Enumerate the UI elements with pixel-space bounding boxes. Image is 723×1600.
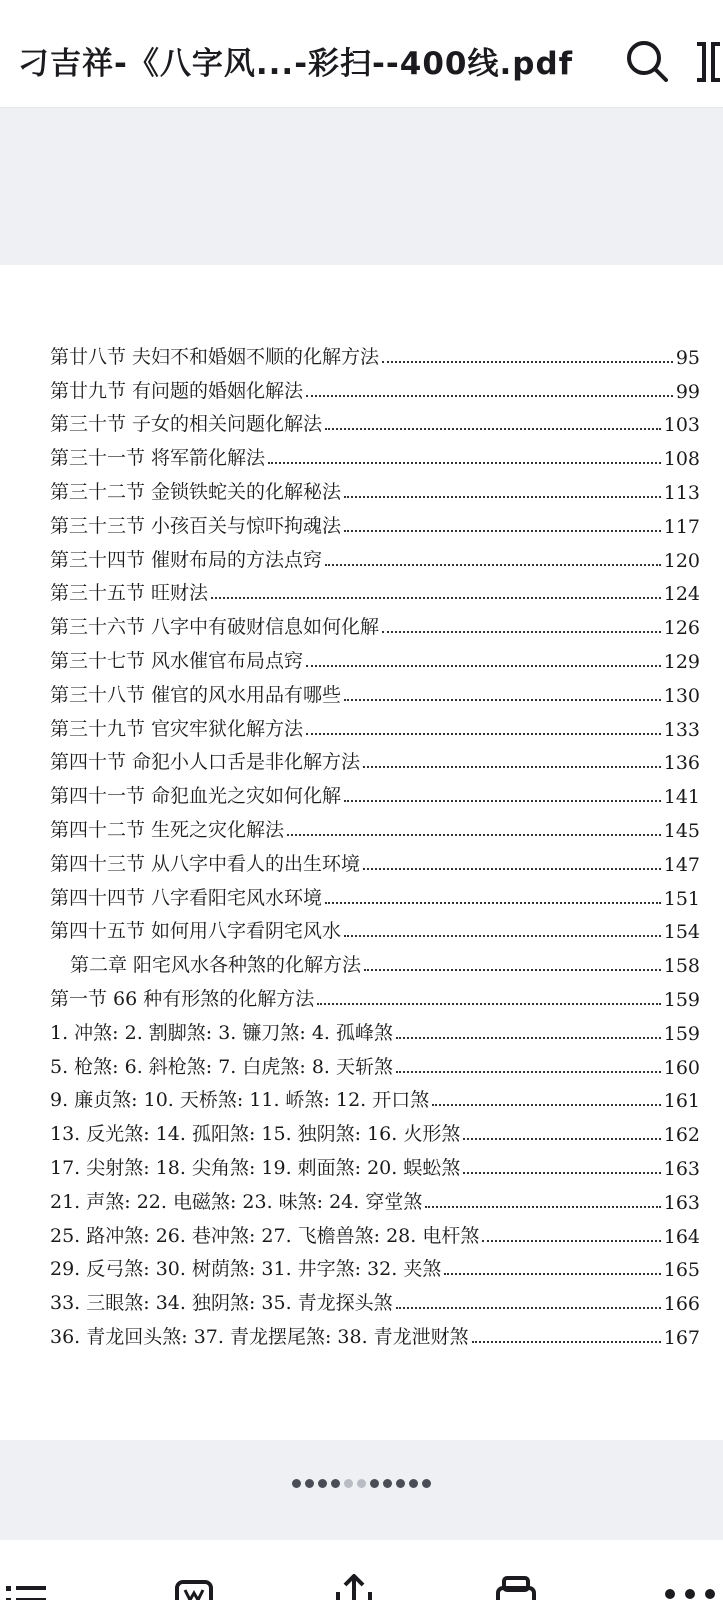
toc-entry-title: 21. 声煞: 22. 电磁煞: 23. 味煞: 24. 穿堂煞 — [50, 1190, 423, 1213]
dot-leader — [396, 1071, 661, 1073]
toc-row[interactable] — [50, 436, 700, 470]
toc-entry-title: 1. 冲煞: 2. 割脚煞: 3. 镰刀煞: 4. 孤峰煞 — [50, 1021, 393, 1044]
toc-entry-title: 第三十三节 小孩百关与惊吓拘魂法 — [50, 514, 342, 537]
toc-row[interactable] — [50, 808, 700, 842]
toc-page-number: 136 — [663, 752, 700, 775]
dot-leader — [363, 766, 661, 768]
toc-entry-title: 第三十六节 八字中有破财信息如何化解 — [50, 616, 380, 639]
toc-row[interactable] — [50, 1146, 700, 1180]
toc-entry-title: 第三十七节 风水催官布局点窍 — [50, 649, 304, 672]
dot-leader — [325, 428, 661, 430]
dot-leader — [344, 699, 661, 701]
toc-entry-title: 第三十五节 旺财法 — [50, 582, 209, 605]
toc-row[interactable] — [50, 538, 700, 572]
toc-row[interactable] — [50, 504, 700, 538]
toc-entry-title: 第三十八节 催官的风水用品有哪些 — [50, 683, 342, 706]
toc-row[interactable] — [50, 707, 700, 741]
toc-page-number: 95 — [675, 346, 700, 369]
toc-page-number: 99 — [675, 380, 700, 403]
print-icon — [496, 1576, 536, 1600]
toc-row[interactable] — [50, 1248, 700, 1282]
toc-chapter-row[interactable] — [50, 943, 700, 977]
toc-page-number: 160 — [663, 1056, 700, 1079]
page-indicator[interactable] — [0, 1474, 723, 1492]
toc-page-number: 141 — [663, 786, 700, 809]
toc-entry-title: 17. 尖射煞: 18. 尖角煞: 19. 刺面煞: 20. 蜈蚣煞 — [50, 1156, 461, 1179]
toc-entry-title: 第廿九节 有问题的婚姻化解法 — [50, 379, 304, 402]
toc-entry-title: 第三十一节 将军箭化解法 — [50, 447, 266, 470]
toc-page-number: 154 — [663, 921, 700, 944]
dot-leader — [396, 1307, 661, 1309]
list-icon — [6, 1576, 50, 1600]
toc-entry-title: 第三十九节 官灾牢狱化解方法 — [50, 717, 304, 740]
print-button[interactable] — [496, 1576, 536, 1600]
toc-page-number: 158 — [663, 955, 700, 978]
dot-leader — [382, 631, 661, 633]
toc-page-number: 117 — [663, 515, 700, 538]
search-icon — [624, 38, 670, 84]
page-dot — [318, 1479, 327, 1488]
dot-leader — [287, 834, 661, 836]
dot-leader — [211, 597, 661, 599]
toc-entry-title: 9. 廉贞煞: 10. 天桥煞: 11. 峤煞: 12. 开口煞 — [50, 1089, 430, 1112]
dot-leader — [317, 1003, 660, 1005]
bottom-toolbar — [0, 1540, 723, 1600]
toc-entry-title: 13. 反光煞: 14. 孤阳煞: 15. 独阴煞: 16. 火形煞 — [50, 1123, 461, 1146]
toc-row[interactable] — [50, 1315, 700, 1349]
dot-leader — [425, 1206, 660, 1208]
toc-entry-title: 33. 三眼煞: 34. 独阴煞: 35. 青龙探头煞 — [50, 1292, 393, 1315]
share-button[interactable] — [334, 1574, 378, 1600]
toc-entry-title: 第四十二节 生死之灾化解法 — [50, 818, 285, 841]
toc-page-number: 167 — [663, 1326, 700, 1349]
dot-leader — [364, 969, 661, 971]
search-button[interactable] — [624, 38, 670, 84]
dot-leader — [306, 733, 661, 735]
top-app-bar — [0, 0, 723, 108]
overflow-button[interactable] — [664, 1586, 720, 1600]
dot-leader — [344, 935, 661, 937]
toc-row[interactable] — [50, 369, 700, 403]
dot-leader — [268, 462, 661, 464]
page-dot — [357, 1479, 366, 1488]
page-dot — [396, 1479, 405, 1488]
toc-entry-title: 5. 枪煞: 6. 斜枪煞: 7. 白虎煞: 8. 天斩煞 — [50, 1055, 393, 1078]
toc-row[interactable] — [50, 605, 700, 639]
toc-page-number: 163 — [663, 1191, 700, 1214]
more-button[interactable] — [694, 40, 723, 84]
pdf-page — [0, 265, 723, 1440]
share-icon — [334, 1574, 378, 1600]
toc-entry-title: 第四十一节 命犯血光之灾如何化解 — [50, 785, 342, 808]
toc-page-number: 165 — [663, 1259, 700, 1282]
dot-leader — [472, 1341, 661, 1343]
toc-page-number: 163 — [663, 1157, 700, 1180]
bookmark-button[interactable] — [175, 1576, 215, 1600]
page-dot — [331, 1479, 340, 1488]
toc-entry-title: 第四十三节 从八字中看人的出生环境 — [50, 852, 361, 875]
dot-leader — [444, 1273, 660, 1275]
table-of-contents — [50, 335, 700, 1349]
toc-page-number: 103 — [663, 414, 700, 437]
dot-leader — [325, 902, 661, 904]
page-dot — [409, 1479, 418, 1488]
toc-row[interactable] — [50, 1180, 700, 1214]
toc-row[interactable] — [50, 470, 700, 504]
toc-page-number: 151 — [663, 887, 700, 910]
toc-row[interactable] — [50, 1214, 700, 1248]
toc-row[interactable] — [50, 673, 700, 707]
dot-leader — [363, 868, 661, 870]
toc-page-number: 162 — [663, 1124, 700, 1147]
toc-page-number: 147 — [663, 853, 700, 876]
bookmark-icon — [175, 1576, 215, 1600]
toc-page-number: 124 — [663, 583, 700, 606]
toc-page-number: 133 — [663, 718, 700, 741]
toc-entry-title: 第廿八节 夫妇不和婚姻不顺的化解方法 — [50, 345, 380, 368]
toc-row[interactable] — [50, 842, 700, 876]
toc-entry-title: 第四十节 命犯小人口舌是非化解方法 — [50, 751, 361, 774]
toc-page-number: 120 — [663, 549, 700, 572]
toc-row[interactable] — [50, 639, 700, 673]
toc-entry-title: 第三十节 子女的相关问题化解法 — [50, 413, 323, 436]
toc-page-number: 161 — [663, 1090, 700, 1113]
toc-row[interactable] — [50, 1011, 700, 1045]
toc-row[interactable] — [50, 572, 700, 606]
dot-leader — [325, 564, 661, 566]
toc-row[interactable] — [50, 1079, 700, 1113]
toc-page-number: 164 — [663, 1225, 700, 1248]
list-button[interactable] — [6, 1576, 50, 1600]
toc-row[interactable] — [50, 977, 700, 1011]
toc-row[interactable] — [50, 741, 700, 775]
page-dot — [370, 1479, 379, 1488]
dot-leader — [382, 361, 673, 363]
toc-page-number: 113 — [663, 481, 700, 504]
dot-leader — [463, 1172, 660, 1174]
toc-entry-title: 第一节 66 种有形煞的化解方法 — [50, 987, 315, 1010]
toc-entry-title: 第四十五节 如何用八字看阴宅风水 — [50, 920, 342, 943]
toc-entry-title: 36. 青龙回头煞: 37. 青龙摆尾煞: 38. 青龙泄财煞 — [50, 1325, 469, 1348]
toc-page-number: 159 — [663, 1022, 700, 1045]
toc-row[interactable] — [50, 910, 700, 944]
toc-entry-title: 29. 反弓煞: 30. 树荫煞: 31. 井字煞: 32. 夹煞 — [50, 1258, 442, 1281]
toc-row[interactable] — [50, 335, 700, 369]
more-icon — [694, 40, 723, 84]
dot-leader — [306, 395, 673, 397]
dot-leader — [432, 1104, 660, 1106]
dot-leader — [482, 1240, 660, 1242]
toc-entry-title: 第三十二节 金锁铁蛇关的化解秘法 — [50, 480, 342, 503]
page-dot — [305, 1479, 314, 1488]
dot-leader — [344, 530, 661, 532]
toc-row[interactable] — [50, 876, 700, 910]
toc-row[interactable] — [50, 403, 700, 437]
toc-row[interactable] — [50, 1281, 700, 1315]
toc-row[interactable] — [50, 774, 700, 808]
toc-row[interactable] — [50, 1112, 700, 1146]
toc-page-number: 130 — [663, 684, 700, 707]
toc-page-number: 145 — [663, 819, 700, 842]
toc-entry-title: 第三十四节 催财布局的方法点窍 — [50, 548, 323, 571]
toc-page-number: 129 — [663, 650, 700, 673]
toc-row[interactable] — [50, 1045, 700, 1079]
toc-page-number: 108 — [663, 448, 700, 471]
page-dot — [422, 1479, 431, 1488]
toc-page-number: 126 — [663, 617, 700, 640]
dot-leader — [396, 1037, 661, 1039]
page-dot-current — [344, 1479, 353, 1488]
toc-entry-title: 25. 路冲煞: 26. 巷冲煞: 27. 飞檐兽煞: 28. 电杆煞 — [50, 1224, 480, 1247]
overflow-icon — [664, 1587, 720, 1600]
page-dot — [292, 1479, 301, 1488]
toc-entry-title: 第二章 阳宅风水各种煞的化解方法 — [70, 954, 362, 977]
page-dot — [383, 1479, 392, 1488]
dot-leader — [344, 496, 661, 498]
dot-leader — [463, 1138, 660, 1140]
toc-entry-title: 第四十四节 八字看阳宅风水环境 — [50, 886, 323, 909]
dot-leader — [306, 665, 661, 667]
toc-page-number: 166 — [663, 1293, 700, 1316]
document-title: 刁吉祥-《八字风...-彩扫--400线.pdf — [18, 46, 574, 82]
dot-leader — [344, 800, 661, 802]
toc-page-number: 159 — [663, 988, 700, 1011]
